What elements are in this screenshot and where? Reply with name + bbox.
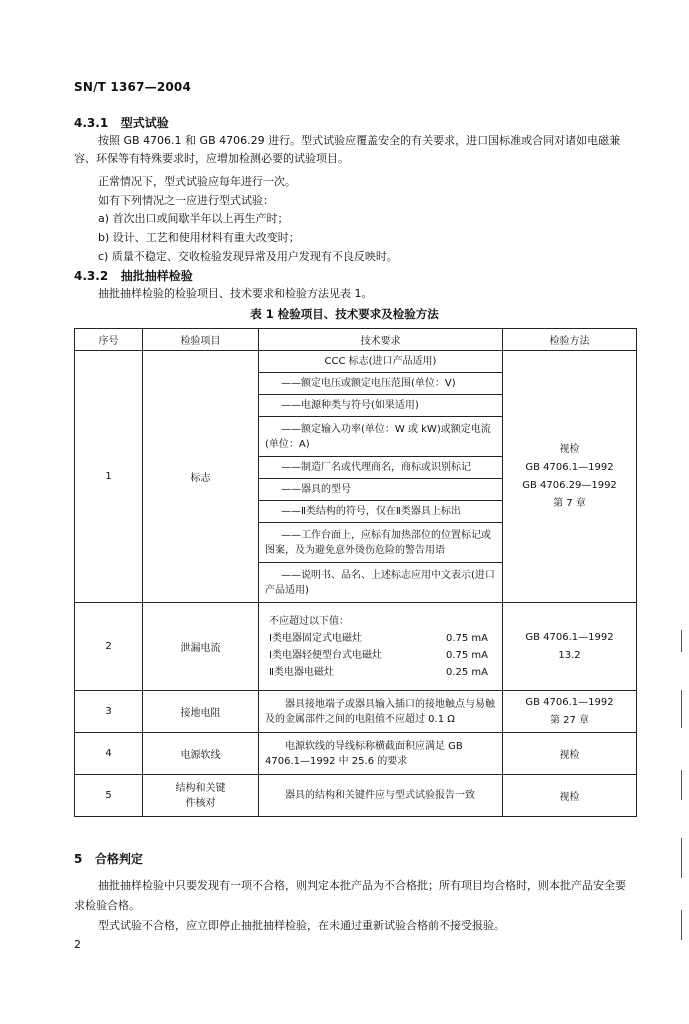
row-number: 3 <box>75 691 143 733</box>
requirement-line: ——Ⅱ类结构的符号，仅在Ⅱ类器具上标出 <box>259 501 503 523</box>
section-number: 5 <box>74 852 83 866</box>
inspection-item: 电源软线 <box>143 733 259 775</box>
row-number: 5 <box>75 775 143 817</box>
column-header: 技术要求 <box>259 329 503 351</box>
document-id: SN/T 1367—2004 <box>74 80 192 94</box>
paragraph: 如有下列情况之一应进行型式试验： <box>98 194 274 207</box>
paragraph: 按照 GB 4706.1 和 GB 4706.29 进行。型式试验应覆盖安全的有关要求，进口国标准或合同对诸如电磁兼容、环保等有特殊要求时，应增加检测必要的试验项目。 <box>74 134 621 165</box>
inspection-method <box>503 603 637 691</box>
table-row <box>75 733 637 775</box>
list-item: a) 首次出口或间歇半年以上再生产时； <box>98 212 289 225</box>
paragraph: 型式试验不合格，应立即停止抽批抽样检验，在未通过重新试验合格前不接受报验。 <box>98 919 505 932</box>
limit-value: 0.75 mA <box>445 632 488 644</box>
method-line: GB 4706.1—1992 <box>525 696 614 708</box>
method-line: GB 4706.1—1992 <box>525 461 614 473</box>
table-row <box>75 351 637 373</box>
table-row <box>75 603 637 691</box>
requirement-line: ——说明书、品名、上述标志应用中文表示(进口产品适用) <box>259 563 503 603</box>
list-item: c) 质量不稳定、交收检验发现异常及用户发现有不良反映时。 <box>98 250 398 263</box>
table-row <box>75 775 637 817</box>
inspection-item: 泄漏电流 <box>143 603 259 691</box>
section-title: 型式试验 <box>120 116 169 130</box>
inspection-item: 接地电阻 <box>143 691 259 733</box>
method-line: 第 7 章 <box>553 497 586 509</box>
scan-artifact-line <box>681 690 682 728</box>
requirement-line: ——电源种类与符号(如果适用) <box>259 395 503 417</box>
scan-artifact-line <box>681 910 682 940</box>
requirement-cell: 器具的结构和关键件应与型式试验报告一致 <box>259 775 503 817</box>
requirement-line: CCC 标志(进口产品适用) <box>259 351 503 373</box>
paragraph: 抽批抽样检验中只要发现有一项不合格，则判定本批产品为不合格批；所有项目均合格时，则本批产品安全要求检验合格。 <box>74 879 626 912</box>
requirement-line: ——制造厂名或代理商名，商标或识别标记 <box>259 457 503 479</box>
list-item: b) 设计、工艺和使用材料有重大改变时； <box>98 231 300 244</box>
section-number: 4.3.1 <box>74 116 109 130</box>
row-number: 1 <box>75 351 143 603</box>
inspection-item: 标志 <box>143 351 259 603</box>
appliance-class: Ⅱ类电器电磁灶 <box>269 666 334 678</box>
row-number: 2 <box>75 603 143 691</box>
section-4-3-2-heading <box>74 267 193 284</box>
requirement-intro: 不应超过以下值： <box>269 615 349 627</box>
inspection-method: 视检 <box>503 775 637 817</box>
limit-value: 0.75 mA <box>445 649 488 661</box>
inspection-item: 结构和关键件核对 <box>143 775 259 817</box>
table-caption: 表 1 检验项目、技术要求及检验方法 <box>250 307 439 321</box>
column-header: 检验项目 <box>143 329 259 351</box>
leakage-limit-line <box>269 630 488 647</box>
page-number: 2 <box>74 938 81 951</box>
method-line: GB 4706.29—1992 <box>522 479 617 491</box>
inspection-method: 视检 <box>503 733 637 775</box>
requirement-line: ——工作台面上，应标有加热部位的位置标记或图案，及为避免意外烫伤危险的警告用语 <box>259 523 503 563</box>
paragraph: 正常情况下，型式试验应每年进行一次。 <box>98 175 296 188</box>
table-header-row <box>75 329 637 351</box>
section-number: 4.3.2 <box>74 269 109 283</box>
method-line: GB 4706.1—1992 <box>525 631 614 643</box>
section-4-3-1-heading <box>74 114 169 131</box>
requirement-cell <box>259 603 503 691</box>
limit-value: 0.25 mA <box>445 666 488 678</box>
requirement-line: ——额定输入功率(单位：W 或 kW)或额定电流(单位：A) <box>259 417 503 457</box>
appliance-class: Ⅰ类电器轻便型台式电磁灶 <box>269 649 382 661</box>
method-line: 13.2 <box>558 649 581 661</box>
table-row <box>75 691 637 733</box>
paragraph: 抽批抽样检验的检验项目、技术要求和检验方法见表 1。 <box>98 287 373 300</box>
requirement-cell: 电源软线的导线标称横截面积应满足 GB 4706.1—1992 中 25.6 的要求 <box>259 733 503 775</box>
inspection-method <box>503 351 637 603</box>
section-title: 抽批抽样检验 <box>120 269 193 283</box>
method-line: 视检 <box>559 443 580 455</box>
column-header: 序号 <box>75 329 143 351</box>
leakage-limit-line <box>269 664 488 681</box>
scan-artifact-line <box>681 630 682 652</box>
appliance-class: Ⅰ类电器固定式电磁灶 <box>269 632 362 644</box>
scan-artifact-line <box>681 838 682 878</box>
section-5-heading <box>74 850 143 867</box>
method-line: 第 27 章 <box>549 714 590 726</box>
requirement-cell: 器具接地端子或器具输入插口的接地触点与易触及的金属部件之间的电阻值不应超过 0.1 Ω <box>259 691 503 733</box>
requirement-line: ——额定电压或额定电压范围(单位：V) <box>259 373 503 395</box>
column-header: 检验方法 <box>503 329 637 351</box>
section-title: 合格判定 <box>94 852 143 866</box>
inspection-table <box>74 328 637 817</box>
requirement-line: ——器具的型号 <box>259 479 503 501</box>
inspection-method <box>503 691 637 733</box>
leakage-limit-line <box>269 647 488 664</box>
row-number: 4 <box>75 733 143 775</box>
scan-artifact-line <box>681 770 682 800</box>
